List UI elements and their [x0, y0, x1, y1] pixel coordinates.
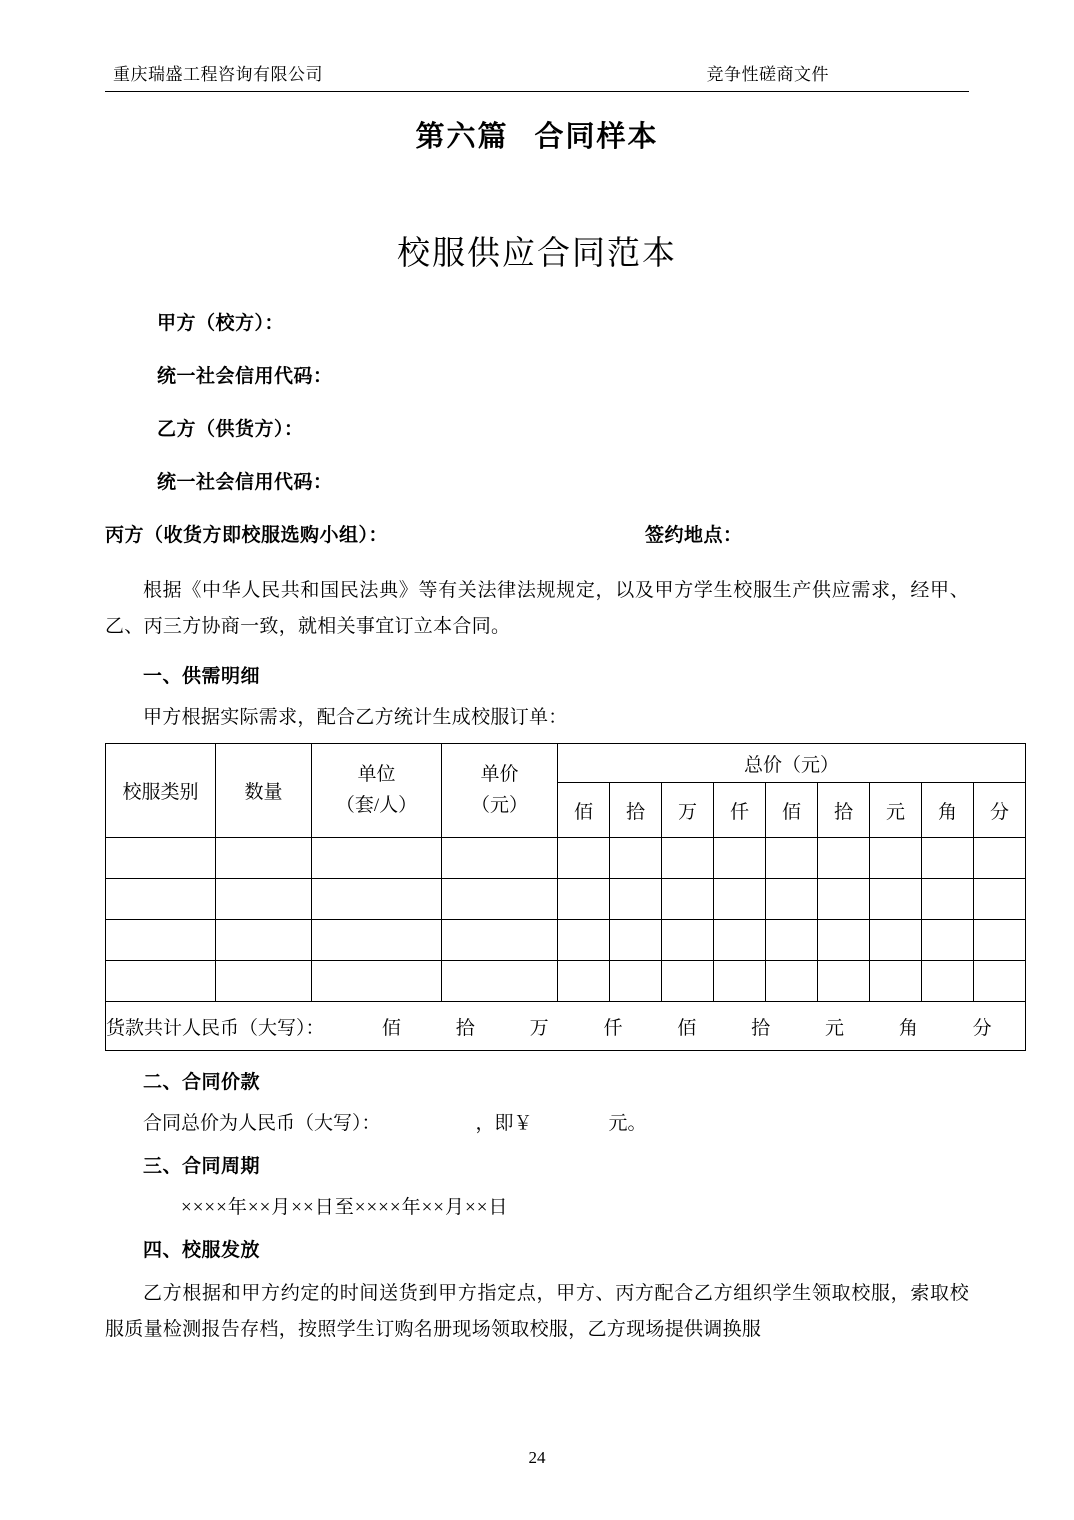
section-title-contract-period: 三、合同周期 [143, 1156, 261, 1178]
header-unit-line2: （套/人） [335, 794, 418, 816]
table-row[interactable] [106, 879, 1026, 920]
cell-digit[interactable] [558, 879, 610, 920]
cell-digit[interactable] [870, 920, 922, 961]
total-digit-shi-2: 拾 [751, 1017, 771, 1039]
cell-digit[interactable] [558, 961, 610, 1002]
cell-unit-price[interactable] [442, 838, 558, 879]
cell-digit[interactable] [974, 838, 1026, 879]
table-row[interactable] [106, 961, 1026, 1002]
cell-digit[interactable] [870, 879, 922, 920]
cell-digit[interactable] [818, 961, 870, 1002]
header-document-type: 竞争性磋商文件 [706, 65, 829, 84]
page-header [105, 60, 969, 92]
cell-digit[interactable] [766, 838, 818, 879]
header-total-price: 总价（元） [558, 744, 1026, 783]
header-digit-bai-2: 佰 [766, 783, 818, 838]
title-part-one: 第六篇 [415, 121, 509, 153]
header-unit [312, 744, 442, 838]
cell-unit[interactable] [312, 961, 442, 1002]
total-digit-bai-2: 佰 [677, 1017, 697, 1039]
header-digit-shi-1: 拾 [610, 783, 662, 838]
section-title-uniform-distribution: 四、校服发放 [143, 1240, 261, 1262]
cell-digit[interactable] [610, 961, 662, 1002]
cell-digit[interactable] [714, 838, 766, 879]
page-title [105, 114, 969, 155]
cell-digit[interactable] [870, 838, 922, 879]
cell-unit[interactable] [312, 920, 442, 961]
total-digit-yuan: 元 [824, 1017, 844, 1039]
cell-category[interactable] [106, 920, 216, 961]
cell-digit[interactable] [766, 879, 818, 920]
party-b-credit-code-label: 统一社会信用代码： [157, 472, 333, 493]
header-unit-line1: 单位 [357, 764, 396, 786]
cell-unit[interactable] [312, 838, 442, 879]
header-digit-yuan: 元 [870, 783, 922, 838]
cell-digit[interactable] [922, 920, 974, 961]
cell-unit-price[interactable] [442, 961, 558, 1002]
cell-quantity[interactable] [216, 879, 312, 920]
cell-digit[interactable] [610, 838, 662, 879]
cell-digit[interactable] [818, 920, 870, 961]
cell-digit[interactable] [922, 879, 974, 920]
cell-digit[interactable] [766, 961, 818, 1002]
cell-digit[interactable] [974, 961, 1026, 1002]
cell-digit[interactable] [714, 920, 766, 961]
total-digit-qian: 仟 [603, 1017, 623, 1039]
header-quantity: 数量 [216, 744, 312, 838]
cell-digit[interactable] [870, 961, 922, 1002]
header-category: 校服类别 [106, 744, 216, 838]
party-b-label: 乙方（供货方）： [157, 419, 304, 440]
cell-digit[interactable] [662, 838, 714, 879]
cell-category[interactable] [106, 838, 216, 879]
supply-details-intro: 甲方根据实际需求，配合乙方统计生成校服订单： [143, 707, 568, 729]
cell-quantity[interactable] [216, 920, 312, 961]
header-digit-bai-1: 佰 [558, 783, 610, 838]
cell-category[interactable] [106, 961, 216, 1002]
header-digit-shi-2: 拾 [818, 783, 870, 838]
party-a-credit-code-label: 统一社会信用代码： [157, 366, 333, 387]
cell-digit[interactable] [610, 920, 662, 961]
total-digit-shi-1: 拾 [455, 1017, 475, 1039]
cell-digit[interactable] [766, 920, 818, 961]
cell-digit[interactable] [714, 879, 766, 920]
cell-digit[interactable] [922, 838, 974, 879]
total-digit-wan: 万 [529, 1017, 549, 1039]
cell-digit[interactable] [662, 920, 714, 961]
table-header-row-1 [106, 744, 1026, 783]
header-digit-wan: 万 [662, 783, 714, 838]
cell-digit[interactable] [922, 961, 974, 1002]
header-digit-jiao: 角 [922, 783, 974, 838]
cell-digit[interactable] [818, 879, 870, 920]
total-amount-label: 货款共计人民币（大写）： [106, 1017, 325, 1039]
cell-digit[interactable] [610, 879, 662, 920]
uniform-distribution-paragraph: 乙方根据和甲方约定的时间送货到甲方指定点，甲方、丙方配合乙方组织学生领取校服，索取校服质量检测报告存档，按照学生订购名册现场领取校服，乙方现场提供调换服 [105, 1283, 969, 1341]
total-amount-cell[interactable] [106, 1002, 1026, 1051]
cell-digit[interactable] [558, 920, 610, 961]
party-a-label: 甲方（校方）： [157, 313, 285, 334]
preamble-paragraph: 根据《中华人民共和国民法典》等有关法律法规规定，以及甲方学生校服生产供应需求，经甲、乙、丙三方协商一致，就相关事宜订立本合同。 [105, 580, 969, 638]
contract-period-line: ××××年××月××日至××××年××月××日 [181, 1197, 509, 1219]
cell-quantity[interactable] [216, 838, 312, 879]
total-digit-jiao: 角 [898, 1017, 918, 1039]
total-digit-fen: 分 [972, 1017, 992, 1039]
cell-quantity[interactable] [216, 961, 312, 1002]
cell-unit-price[interactable] [442, 920, 558, 961]
table-total-row[interactable] [106, 1002, 1026, 1051]
section-title-supply-details: 一、供需明细 [143, 666, 261, 688]
cell-digit[interactable] [974, 920, 1026, 961]
cell-digit[interactable] [818, 838, 870, 879]
cell-digit[interactable] [662, 879, 714, 920]
cell-unit[interactable] [312, 879, 442, 920]
table-row[interactable] [106, 838, 1026, 879]
cell-category[interactable] [106, 879, 216, 920]
header-unit-price-line2: （元） [470, 794, 528, 816]
sign-place-label: 签约地点： [645, 525, 743, 546]
party-c-row [105, 520, 969, 547]
contract-title: 校服供应合同范本 [397, 236, 677, 272]
header-digit-qian: 仟 [714, 783, 766, 838]
cell-unit-price[interactable] [442, 879, 558, 920]
header-unit-price [442, 744, 558, 838]
header-unit-price-line1: 单价 [480, 764, 519, 786]
title-part-two: 合同样本 [534, 121, 659, 153]
section-title-contract-price: 二、合同价款 [143, 1072, 261, 1094]
party-c-label: 丙方（收货方即校服选购小组）： [105, 525, 389, 546]
contract-price-line: 合同总价为人民币（大写）： ，即￥ 元。 [143, 1113, 647, 1135]
cell-digit[interactable] [974, 879, 1026, 920]
total-amount-digits [325, 1013, 1026, 1040]
cell-digit[interactable] [662, 961, 714, 1002]
cell-digit[interactable] [714, 961, 766, 1002]
table-row[interactable] [106, 920, 1026, 961]
header-digit-fen: 分 [974, 783, 1026, 838]
cell-digit[interactable] [558, 838, 610, 879]
total-digit-bai-1: 佰 [381, 1017, 401, 1039]
order-table [105, 743, 1026, 1051]
page-number: 24 [528, 1448, 546, 1467]
header-company-name: 重庆瑞盛工程咨询有限公司 [113, 65, 323, 84]
